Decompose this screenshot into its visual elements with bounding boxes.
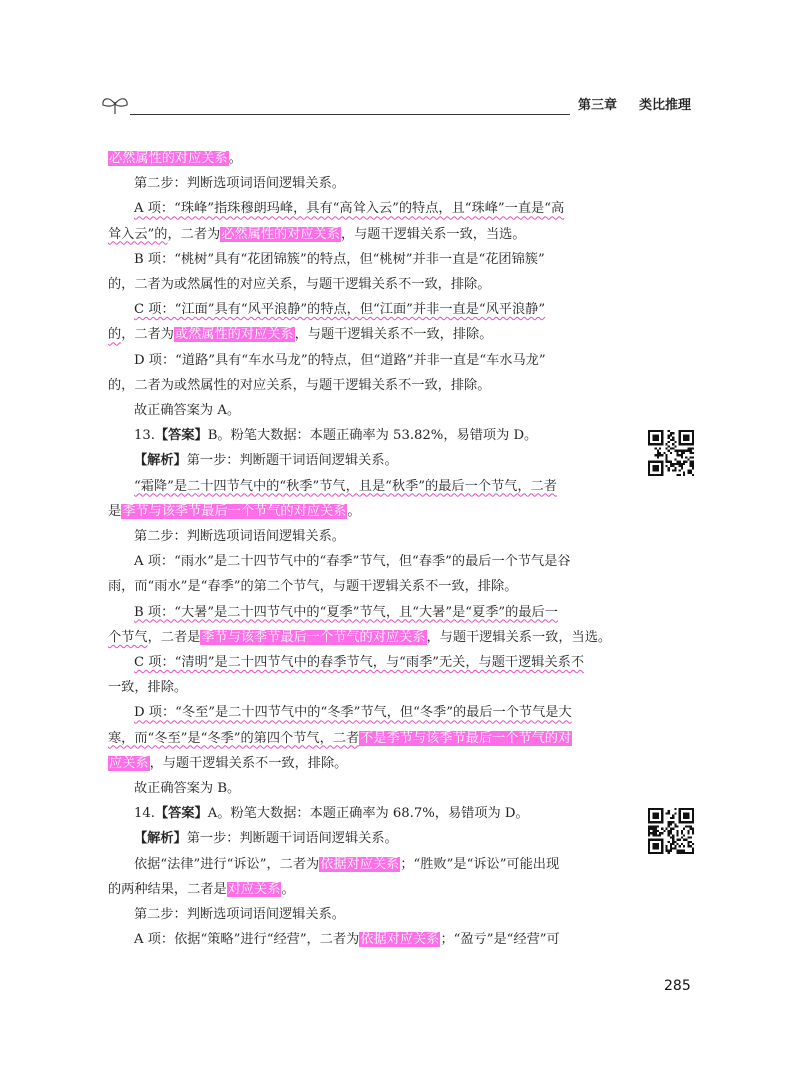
highlight: 依据对应关系 [320, 856, 400, 872]
text-line: 必然属性的对应关系。 [109, 151, 242, 166]
leaf-sprout-icon [100, 94, 130, 116]
text-line: 第二步：判断选项词语间逻辑关系。 [134, 176, 345, 192]
text-line: 雨，而“雨水”是“春季”的第二个节气，与题干逻辑关系不一致，排除。 [108, 579, 518, 595]
page-number: 285 [664, 978, 691, 994]
chapter-heading [578, 94, 691, 113]
text-line: 第二步：判断选项词语间逻辑关系。 [134, 907, 345, 923]
highlight: 或然属性的对应关系 [174, 327, 294, 343]
text-line: C 项：“江面”具有“风平浪静”的特点，但“江面”并非一直是“风平浪静” [134, 302, 546, 318]
text-line: B 项：“桃树”具有“花团锦簇”的特点，但“桃树”并非一直是“花团锦簇” [134, 251, 545, 267]
text-line: 耸入云”的，二者为必然属性的对应关系，与题干逻辑关系一致，当选。 [108, 226, 526, 242]
highlight: 必然属性的对应关系 [109, 151, 228, 166]
text-line: 的，二者为或然属性的对应关系，与题干逻辑关系不一致，排除。 [108, 377, 491, 393]
text-line: 是季节与该季节最后一个节气的对应关系。 [108, 503, 361, 519]
text-line: 应关系，与题干逻辑关系不一致，排除。 [109, 755, 348, 771]
answer-line: 故正确答案为 A。 [134, 403, 241, 419]
header-rule [130, 114, 570, 115]
highlight: 不是季节与该季节最后一个节气的对 [360, 730, 572, 746]
question-14-answer: 14.【答案】A。粉笔大数据：本题正确率为 68.7%，易错项为 D。 [134, 806, 529, 822]
question-13-answer: 13.【答案】B。粉笔大数据：本题正确率为 53.82%，易错项为 D。 [134, 428, 538, 444]
text-line: 第二步：判断选项词语间逻辑关系。 [134, 529, 345, 545]
text-line: 的，二者为或然属性的对应关系，与题干逻辑关系不一致，排除。 [108, 327, 493, 343]
qr-code-q13[interactable] [648, 430, 694, 476]
text-line: 依据“法律”进行“诉讼”，二者为依据对应关系；“胜败”是“诉讼”可能出现 [134, 856, 560, 872]
text-line: A 项：“雨水”是二十四节气中的“春季”节气，但“春季”的最后一个节气是谷 [134, 554, 571, 570]
highlight: 应关系 [109, 755, 149, 771]
text-line: 个节气，二者是季节与该季节最后一个节气的对应关系，与题干逻辑关系一致，当选。 [108, 629, 612, 645]
text-line: “霜降”是二十四节气中的“秋季”节气，且是“秋季”的最后一个节气，二者 [134, 478, 557, 494]
text-line: C 项：“清明”是二十四节气中的春季节气，与“雨季”无关，与题干逻辑关系不 [134, 655, 585, 671]
question-14-analysis: 【解析】第一步：判断题干词语间逻辑关系。 [134, 831, 398, 847]
text-line: D 项：“冬至”是二十四节气中的“冬季”节气，但“冬季”的最后一个节气是大 [134, 705, 572, 721]
page-body [108, 146, 624, 953]
text-line: D 项：“道路”具有“车水马龙”的特点，但“道路”并非一直是“车水马龙” [134, 352, 546, 368]
chapter-number: 第三章 [578, 98, 618, 113]
text-line: 一致，排除。 [108, 680, 188, 696]
text-line: 的，二者为或然属性的对应关系，与题干逻辑关系不一致，排除。 [108, 277, 491, 293]
highlight: 季节与该季节最后一个节气的对应关系 [122, 503, 347, 519]
highlight: 对应关系 [227, 881, 281, 897]
answer-line: 故正确答案为 B。 [134, 781, 241, 797]
highlight: 季节与该季节最后一个节气的对应关系 [201, 629, 426, 645]
text-line: 的两种结果，二者是对应关系。 [108, 881, 295, 897]
text-line: B 项：“大暑”是二十四节气中的“夏季”节气，且“大暑”是“夏季”的最后一 [134, 604, 558, 620]
highlight: 必然属性的对应关系 [221, 226, 340, 242]
qr-code-icon [648, 430, 694, 476]
question-13-analysis: 【解析】第一步：判断题干词语间逻辑关系。 [134, 453, 398, 469]
chapter-title: 类比推理 [639, 98, 692, 113]
page-header [100, 92, 700, 132]
highlight: 依据对应关系 [360, 932, 440, 948]
qr-code-q14[interactable] [648, 808, 694, 854]
text-line: 寒，而“冬至”是“冬季”的第四个节气，二者不是季节与该季节最后一个节气的对 [108, 730, 572, 746]
text-line: A 项：依据“策略”进行“经营”，二者为依据对应关系；“盈亏”是“经营”可 [134, 932, 560, 948]
qr-code-icon [648, 808, 694, 854]
text-line: A 项：“珠峰”指珠穆朗玛峰，具有“高耸入云”的特点，且“珠峰”一直是“高 [134, 201, 565, 217]
